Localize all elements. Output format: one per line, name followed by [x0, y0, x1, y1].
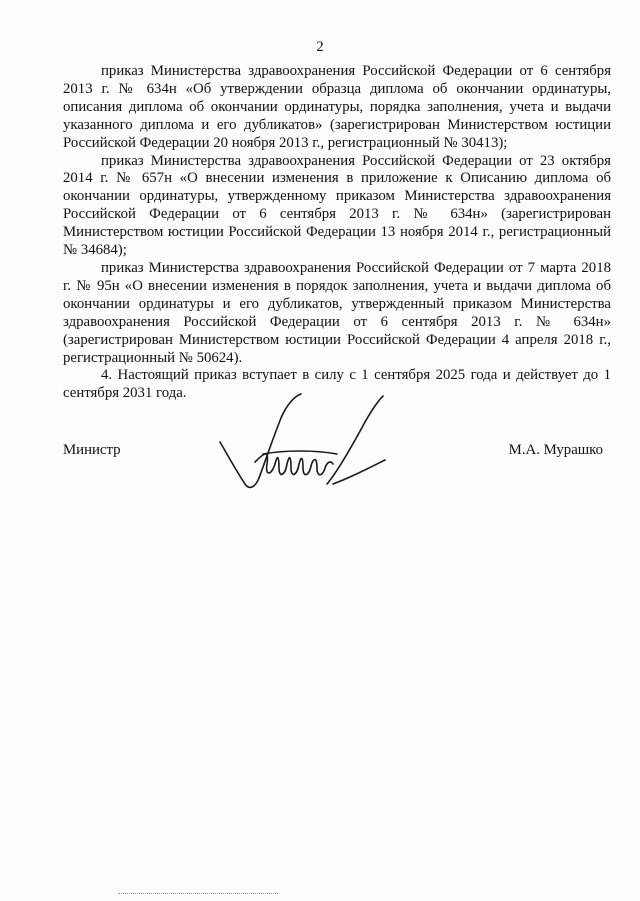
scan-edge-artifact [118, 893, 278, 896]
page-number: 2 [316, 39, 324, 55]
paragraph-order-634n: приказ Министерства здравоохранения Российской Федерации от 6 сентября 2013 г. № 634н «Об утверждении образца диплома об окончании ординатуры, описания диплома об окончании ординатуры, порядка заполнения, учета и выдачи указанного диплома и его дубликатов» (зарегистрирован Министерством юстиции Российской Федерации 20 ноября 2013 г., регистрационный № 30413); [63, 63, 611, 151]
signatory-name: М.А. Мурашко [508, 442, 603, 458]
handwritten-signature [215, 392, 395, 502]
document-body [63, 63, 611, 403]
paragraph-order-657n: приказ Министерства здравоохранения Российской Федерации от 23 октября 2014 г. № 657н «О внесении изменения в приложение к Описанию диплома об окончании ординатуры, утвержденному приказом Министерства здравоохранения Российской Федерации от 6 сентября 2013 г. № 634н» (зарегистрирован Министерством юстиции Российской Федерации 13 ноября 2014 г., регистрационный № 34684); [63, 152, 611, 259]
paragraph-effective-date: 4. Настоящий приказ вступает в силу с 1 сентября 2025 года и действует до 1 сентября 2031 года. [63, 367, 611, 402]
signatory-title: Министр [63, 442, 121, 458]
paragraph-order-95n: приказ Министерства здравоохранения Российской Федерации от 7 марта 2018 г. № 95н «О внесении изменения в порядок заполнения, учета и выдачи диплома об окончании ординатуры и его дубликатов, утвержденный приказом Министерства здравоохранения Российской Федерации от 6 сентября 2013 г. № 634н» (зарегистрирован Министерством юстиции Российской Федерации 4 апреля 2018 г., регистрационный № 50624). [63, 259, 611, 366]
